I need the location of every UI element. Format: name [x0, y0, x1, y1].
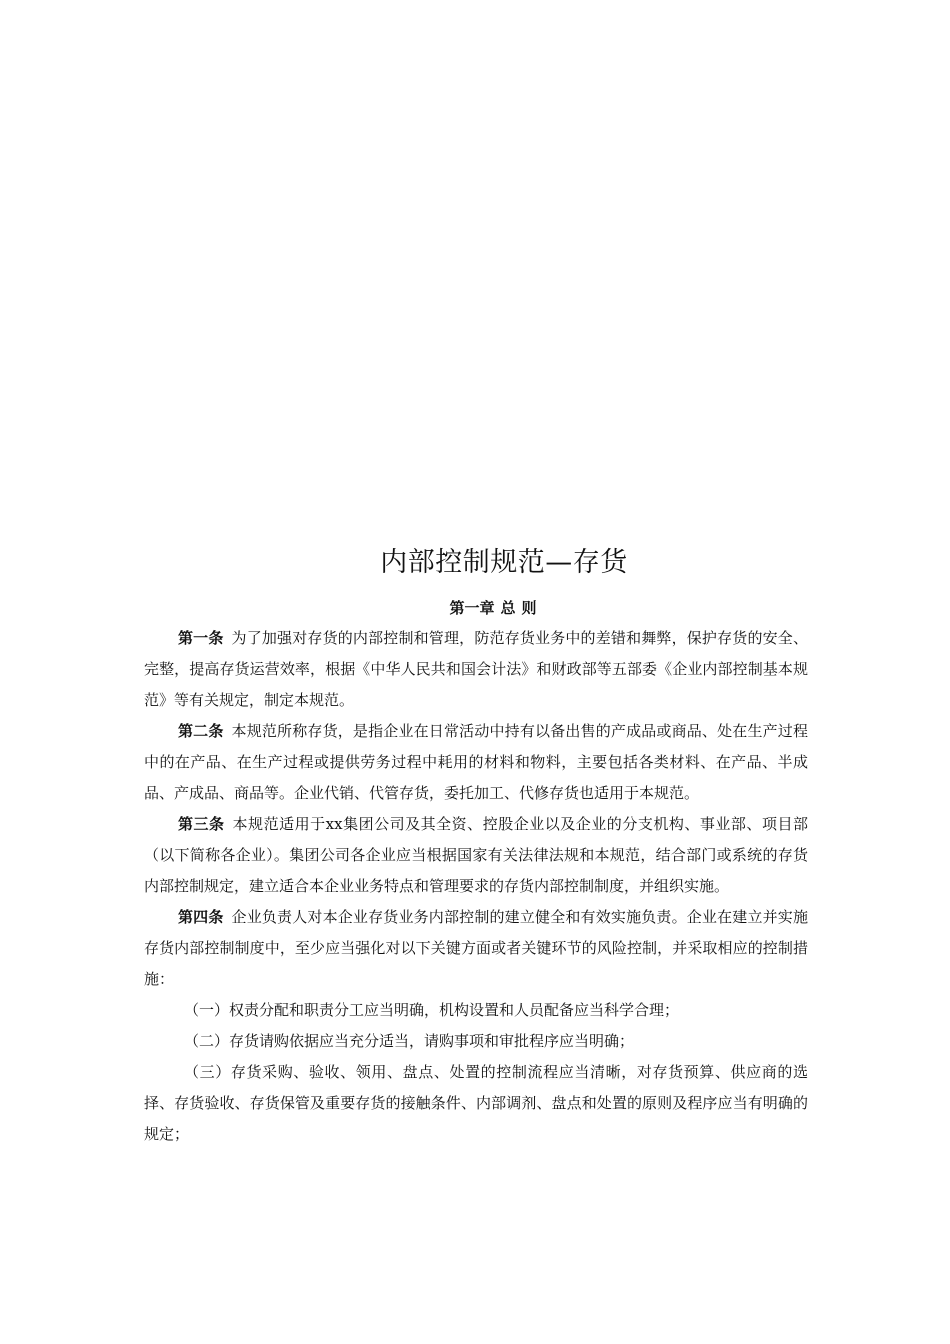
- article-2: [144, 716, 808, 809]
- article-label: 第一条: [178, 629, 224, 647]
- chapter-number: 第一章: [449, 599, 495, 617]
- document-title: 内部控制规范—存货: [380, 547, 628, 578]
- document-body: [144, 623, 808, 1150]
- article-text: 为了加强对存货的内部控制和管理，防范存货业务中的差错和舞弊，保护存货的安全、完整，提高存货运营效率，根据《中华人民共和国会计法》和财政部等五部委《企业内部控制基本规范》等有关规定，制定本规范。: [144, 629, 808, 709]
- article-text: 企业负责人对本企业存货业务内部控制的建立健全和有效实施负责。企业在建立并实施存货内部控制制度中，至少应当强化对以下关键方面或者关键环节的风险控制，并采取相应的控制措施：: [144, 908, 808, 988]
- article-label: 第二条: [178, 722, 224, 740]
- article-text: 本规范适用于xx集团公司及其全资、控股企业以及企业的分支机构、事业部、项目部（以下简称各企业）。集团公司各企业应当根据国家有关法律法规和本规范，结合部门或系统的存货内部控制规定，建立适合本企业业务特点和管理要求的存货内部控制制度，并组织实施。: [144, 815, 808, 895]
- list-item: （一）权责分配和职责分工应当明确，机构设置和人员配备应当科学合理；: [184, 1001, 680, 1019]
- article-label: 第四条: [178, 908, 224, 926]
- list-item: （三）存货采购、验收、领用、盘点、处置的控制流程应当清晰，对存货预算、供应商的选择、存货验收、存货保管及重要存货的接触条件、内部调剂、盘点和处置的原则及程序应当有明确的规定；: [144, 1063, 808, 1143]
- list-item: （二）存货请购依据应当充分适当，请购事项和审批程序应当明确；: [184, 1032, 635, 1050]
- chapter-word-2: 则: [521, 599, 537, 617]
- article-text: 本规范所称存货，是指企业在日常活动中持有以备出售的产成品或商品、处在生产过程中的在产品、在生产过程或提供劳务过程中耗用的材料和物料，主要包括各类材料、在产品、半成品、产成品、商品等。企业代销、代管存货，委托加工、代修存货也适用于本规范。: [144, 722, 808, 802]
- article-1: [144, 623, 808, 716]
- chapter-heading: [0, 597, 950, 618]
- chapter-word-1: 总: [500, 599, 516, 617]
- article-3: [144, 809, 808, 902]
- article-label: 第三条: [178, 815, 225, 833]
- article-4: [144, 902, 808, 995]
